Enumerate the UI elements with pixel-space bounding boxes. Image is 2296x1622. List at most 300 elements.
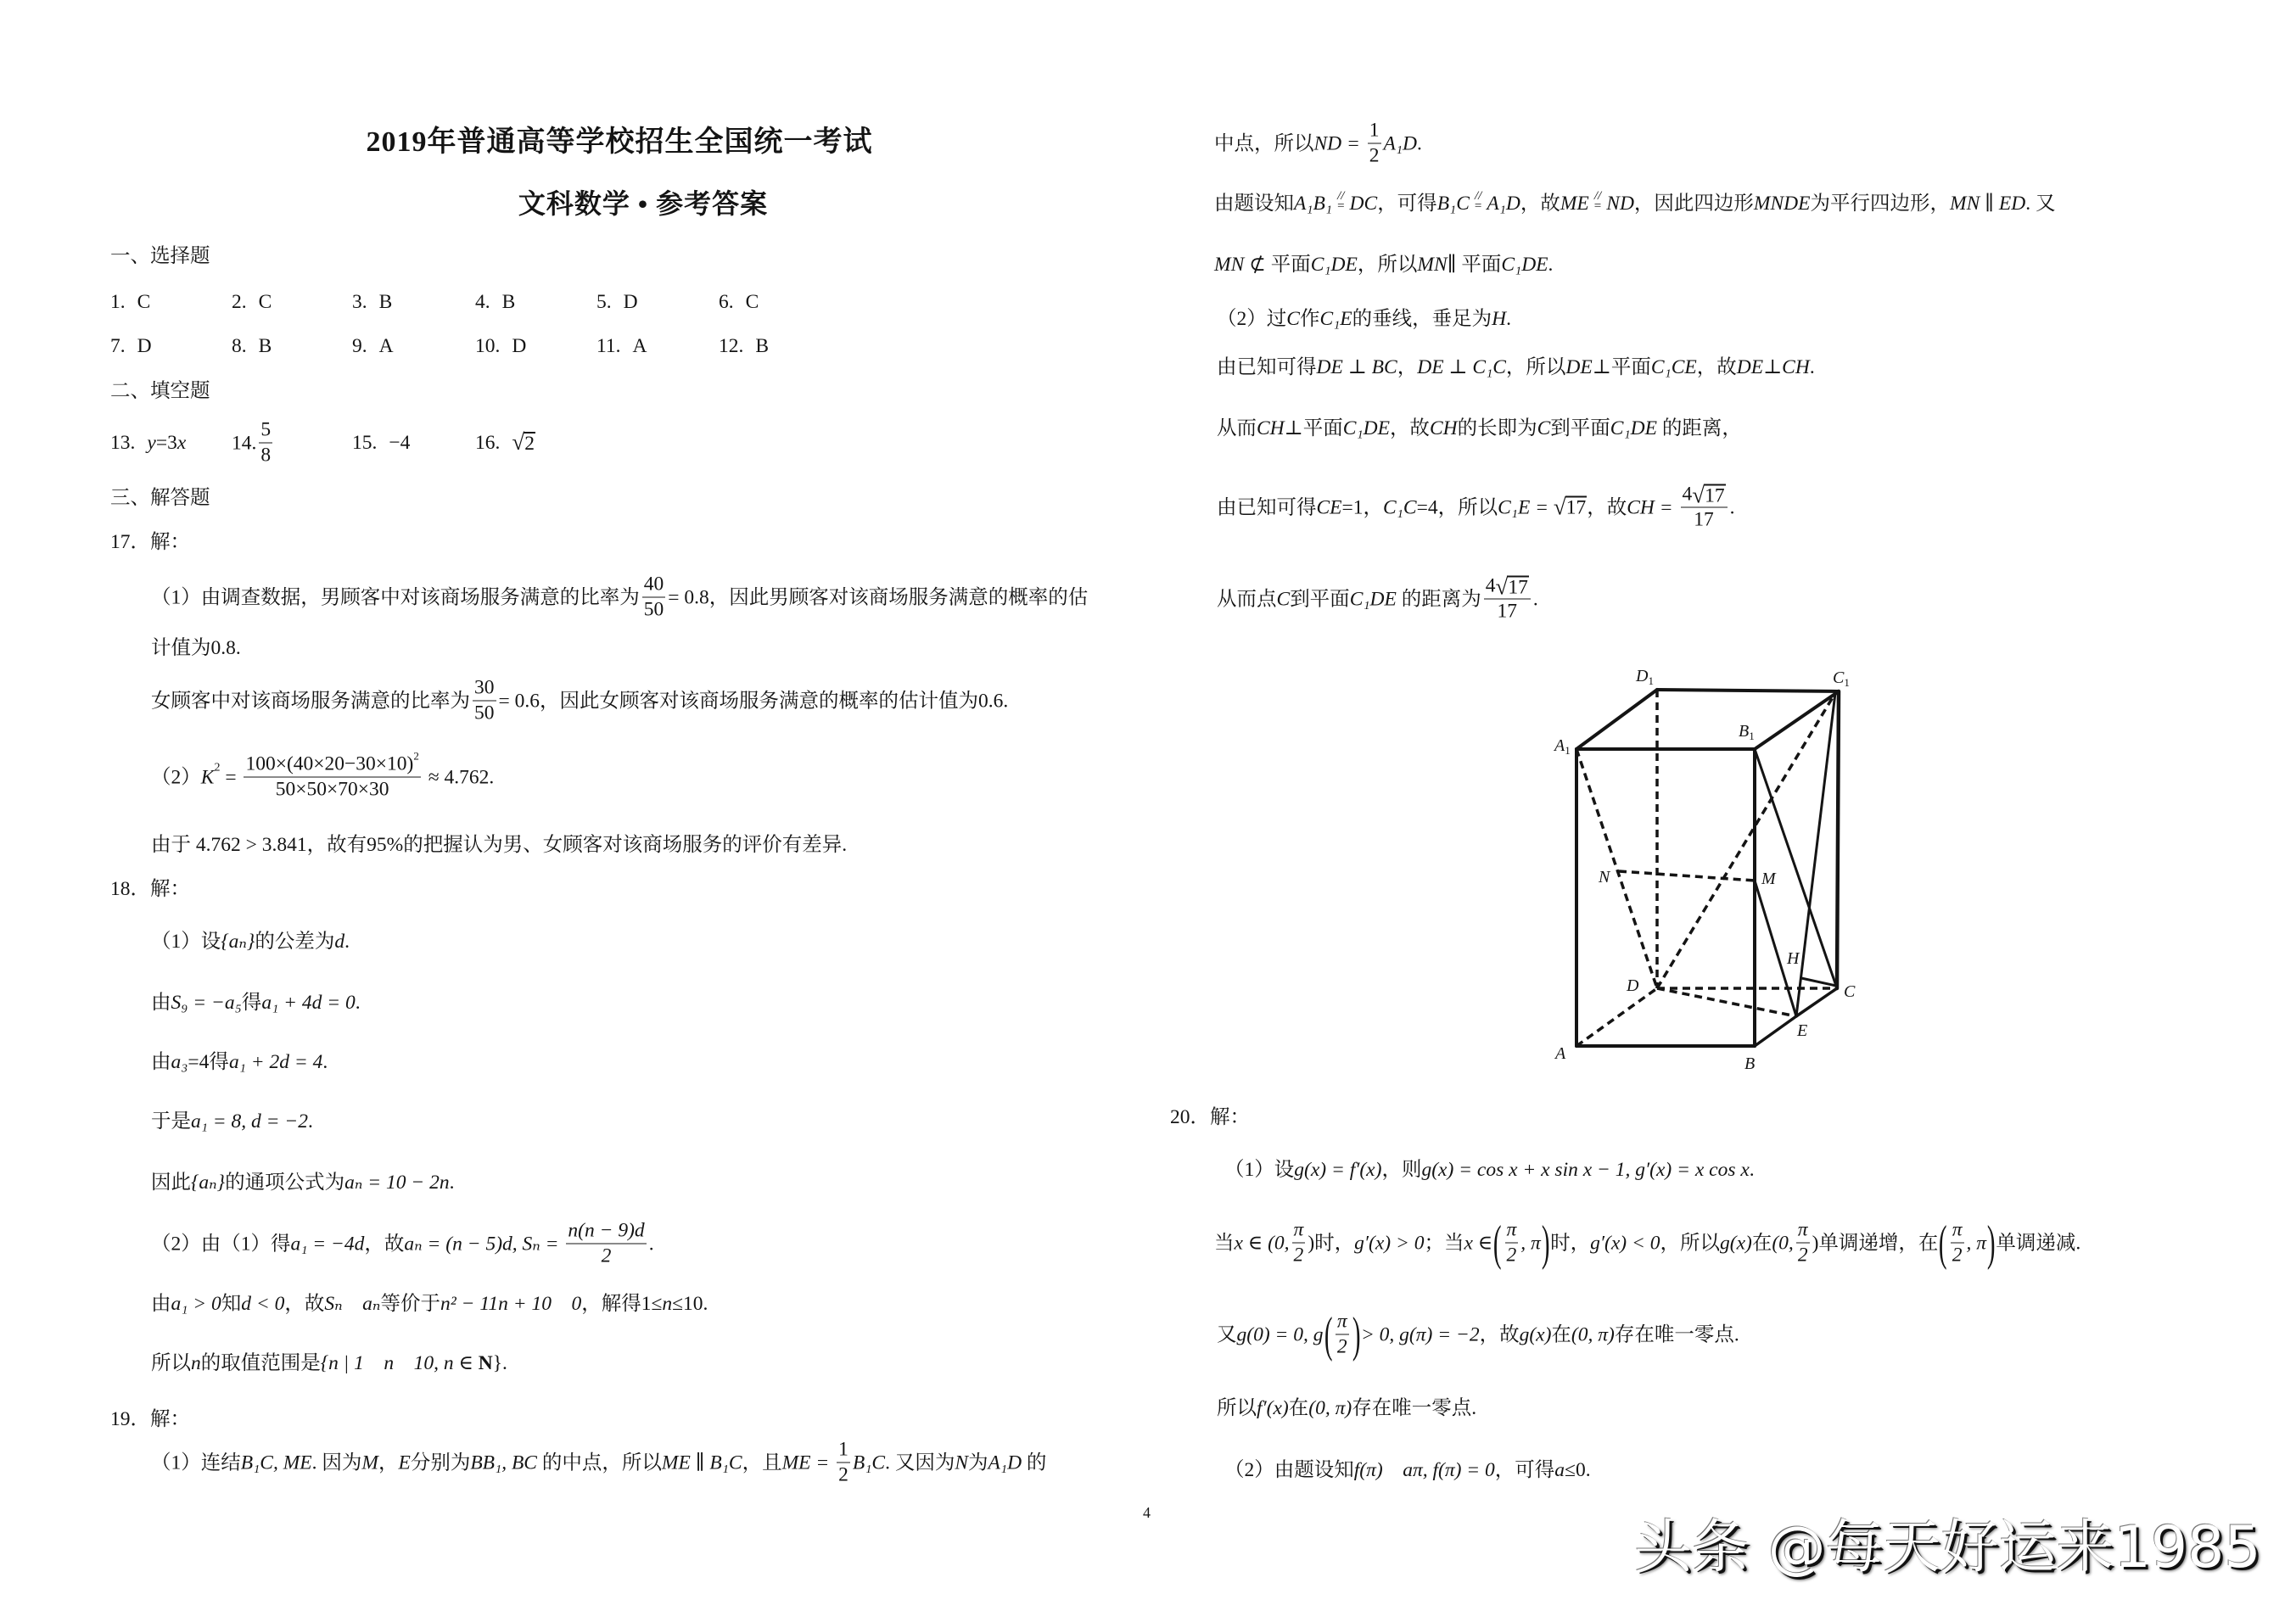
q20-line: [1217, 1306, 1739, 1362]
text-segment: 到平面: [1290, 588, 1350, 610]
radicand: 17: [1565, 496, 1587, 519]
math-expression: B₁C: [852, 1451, 886, 1474]
fill-answer: [475, 430, 535, 456]
fraction: [244, 749, 420, 803]
answer-letter: C: [745, 291, 759, 313]
radicand: 17: [1705, 484, 1725, 507]
math-expression: C₁E =: [1498, 496, 1554, 518]
equal-mark: =: [1593, 199, 1602, 213]
text-segment: 到平面: [1550, 417, 1610, 439]
math-expression: {n | 1 n 10, n ∈: [320, 1352, 479, 1374]
text-segment: 等价于: [380, 1293, 440, 1315]
math-expression: C₁DE: [1610, 417, 1657, 439]
denominator: 2: [601, 1244, 612, 1267]
math-expression: C: [1276, 588, 1291, 610]
fraction: [642, 573, 666, 623]
math-expression: n: [191, 1352, 201, 1374]
text-segment: ，故: [1696, 356, 1737, 378]
text-segment: 在: [1288, 1397, 1309, 1419]
math-expression: ): [1308, 1232, 1315, 1254]
question-number: 9.: [352, 335, 367, 357]
text-segment: ⊥平面: [1284, 417, 1343, 439]
numerator: 1: [1368, 119, 1381, 144]
math-expression: H: [1492, 308, 1507, 330]
text-segment: 时，: [1314, 1232, 1355, 1254]
math-expression: ND =: [1313, 132, 1365, 154]
text-segment: （2）由题设知: [1224, 1459, 1354, 1481]
math-expression: C₁C: [1383, 496, 1417, 518]
choice-answer: [110, 289, 150, 315]
math-expression: , π: [1966, 1232, 1987, 1254]
text-segment: ，故有95%的把握认为男、女顾客对该商场服务的评价有差异.: [306, 834, 848, 856]
answer-letter: C: [258, 291, 272, 313]
text-segment: 在: [1551, 1323, 1571, 1345]
q18-line: [151, 1219, 654, 1269]
fill-answer: [110, 430, 186, 456]
denominator: 50×50×70×30: [275, 778, 389, 801]
choice-answer: [719, 289, 759, 315]
math-expression: ND: [1606, 193, 1634, 215]
math-expression: }: [492, 1352, 503, 1374]
text-segment: .: [344, 931, 350, 953]
fraction: [473, 676, 496, 726]
math-expression: g(0) = 0, g: [1236, 1323, 1324, 1345]
q20-line: [1224, 1457, 1591, 1483]
text-segment: .: [1506, 308, 1511, 330]
question-number: 8.: [232, 335, 247, 357]
text-segment: 单调递增，在: [1818, 1232, 1939, 1254]
text-segment: ，且: [742, 1451, 782, 1474]
math-expression: g(x): [1519, 1323, 1552, 1345]
fraction: [1951, 1218, 1964, 1268]
q20-line: [1217, 1395, 1476, 1421]
math-expression: K: [200, 766, 215, 788]
fraction: [1681, 483, 1728, 533]
math-expression: ME =: [781, 1451, 835, 1474]
label-A: A: [1555, 1044, 1566, 1063]
label-B: B: [1744, 1054, 1756, 1073]
q18-line: [151, 1351, 507, 1376]
question-number: 1.: [110, 291, 126, 313]
text-segment: . 因为: [311, 1451, 362, 1474]
q17-label: [110, 529, 190, 555]
big-left-paren: (: [1324, 1306, 1333, 1362]
math-expression: =: [220, 766, 242, 788]
q18-line: [151, 1170, 454, 1195]
math-expression: A₁D: [1487, 193, 1520, 215]
question-number: 7.: [110, 335, 126, 357]
math-expression: CH =: [1627, 496, 1678, 518]
label-H: H: [1787, 949, 1800, 968]
text-segment: 的公差为: [255, 931, 335, 953]
answer-letter: B: [501, 291, 516, 313]
math-expression: MN: [1417, 254, 1448, 276]
text-segment: 由: [151, 1293, 171, 1315]
q19-line: [1217, 306, 1511, 332]
text-segment: .: [1729, 496, 1735, 518]
fraction: [1336, 1310, 1349, 1360]
math-expression: MNDE: [1753, 193, 1811, 215]
math-expression: DE ⊥ BC: [1316, 356, 1397, 378]
solid-edges: [1576, 690, 1839, 1046]
answer-letter: B: [755, 335, 770, 357]
math-expression: n² − 11n + 10 0: [440, 1293, 582, 1315]
math-expression: DE: [1565, 356, 1593, 378]
fill-answer: [352, 430, 410, 456]
denominator: 50: [474, 702, 495, 724]
text-segment: ⊥: [1763, 356, 1783, 378]
q18-line: [151, 1291, 708, 1317]
heading-text: 一、选择题: [110, 245, 210, 267]
text-segment: ，可得: [1377, 193, 1437, 215]
text-segment: ，故: [1389, 417, 1430, 439]
math-expression: B₁C: [1436, 193, 1470, 215]
question-number: 4.: [475, 291, 490, 313]
math-expression: ≈ 4.762.: [423, 766, 495, 788]
parallel-equal-symbol: [1337, 191, 1344, 211]
answer-value: −4: [389, 432, 411, 454]
question-label: 17．解：: [110, 531, 190, 553]
text-segment: 由: [151, 992, 171, 1014]
label-C1: $C_1$: [1833, 668, 1850, 689]
math-expression: a₁ = −4d: [290, 1233, 365, 1255]
answer-letter: D: [623, 291, 638, 313]
text-segment: （2）过: [1217, 308, 1287, 330]
text-segment: 的: [1022, 1451, 1047, 1474]
parallel-equal-symbol: [1475, 191, 1481, 211]
text-segment: 女顾客中对该商场服务满意的比率为: [151, 690, 470, 712]
fraction: [1484, 574, 1531, 624]
numerator: 5: [259, 418, 272, 444]
text-segment: ，因此四边形: [1633, 193, 1754, 215]
math-expression: ME: [1560, 193, 1589, 215]
text-segment: 存在唯一零点.: [1352, 1397, 1477, 1419]
math-expression: A₁D: [1383, 132, 1418, 154]
text-segment: .: [1548, 254, 1554, 276]
choice-answer: [596, 289, 638, 315]
math-expression: a₁ + 2d = 4: [228, 1051, 323, 1073]
big-left-paren: (: [1939, 1215, 1947, 1270]
text-segment: 从而点: [1217, 588, 1277, 610]
math-expression: C₁DE: [1310, 254, 1358, 276]
text-segment: 的通项公式为: [225, 1172, 345, 1194]
math-expression: N: [955, 1451, 969, 1474]
text-segment: （2）: [151, 766, 201, 788]
answer-letter: B: [378, 291, 393, 313]
numerator: [1681, 483, 1728, 508]
section-heading-choice: [110, 243, 210, 269]
denominator: 17: [1497, 600, 1518, 623]
equal-mark: =: [1337, 199, 1345, 213]
text-segment: 的距离，: [1656, 417, 1742, 439]
math-expression: n: [662, 1293, 673, 1315]
text-segment: 的垂线，垂足为: [1352, 308, 1492, 330]
parallel-mark: //: [1474, 189, 1482, 203]
section-heading-fill: [110, 378, 210, 404]
text-segment: 由已知可得: [1217, 356, 1317, 378]
text-segment: . 又因为: [885, 1451, 955, 1474]
math-expression: C₁DE: [1501, 254, 1548, 276]
text-segment: 在: [1751, 1232, 1772, 1254]
text-segment: 中点，所以: [1214, 132, 1314, 154]
text-segment: ，故: [284, 1293, 325, 1315]
text-segment: ，: [378, 1451, 399, 1474]
math-expression: S₉ = −a₅: [171, 992, 242, 1014]
page-number: 4: [1143, 1504, 1151, 1521]
math-expression: A₁B₁: [1294, 193, 1333, 215]
heading-text: 二、填空题: [110, 380, 210, 402]
text-segment: .: [1417, 132, 1422, 154]
q19-line: [1214, 119, 1422, 169]
text-segment: 分别为: [410, 1451, 471, 1474]
math-expression: C₁E: [1319, 308, 1352, 330]
q19-label: [110, 1407, 190, 1432]
q17-conclusion: [151, 832, 847, 858]
math-expression: C₁DE: [1349, 588, 1397, 610]
text-segment: 由已知可得: [1217, 496, 1317, 518]
text-segment: （1）设: [151, 931, 221, 953]
text-segment: （2）由（1）得: [151, 1233, 291, 1255]
math-expression: g(x) = cos x + x sin x − 1, g′(x) = x cos x: [1421, 1159, 1750, 1181]
math-expression: a: [1554, 1459, 1565, 1481]
page-title: 2019年普通高等学校招生全国统一考试: [366, 126, 873, 158]
numerator: n(n − 9)d: [566, 1219, 646, 1244]
parallel-mark: //: [1593, 189, 1602, 203]
text-segment: 的长即为: [1457, 417, 1537, 439]
text-segment: （1）连结: [151, 1451, 241, 1474]
math-expression: C: [1286, 308, 1300, 330]
text-segment: ，则: [1381, 1159, 1422, 1181]
equal-mark: =: [1474, 199, 1482, 213]
text-segment: ∥ 平面: [1447, 254, 1502, 276]
math-expression: CE: [1316, 496, 1342, 518]
q20-line: [1214, 1215, 2081, 1270]
parallel-equal-symbol: [1594, 191, 1601, 211]
q18-line: [151, 929, 350, 954]
text-segment: .: [648, 1233, 654, 1255]
math-expression: C₁DE: [1342, 417, 1390, 439]
text-segment: ，故: [1479, 1323, 1520, 1345]
numerator: [244, 749, 420, 778]
text-segment: （1）设: [1224, 1159, 1295, 1181]
math-expression: a₁ = 8, d = −2: [191, 1110, 308, 1133]
math-expression: DE: [1736, 356, 1764, 378]
q17-part1-line: [151, 573, 1088, 623]
text-segment: 的取值范围是: [200, 1352, 321, 1374]
numerator: π: [1292, 1218, 1306, 1244]
square-root: [1692, 484, 1725, 506]
square-root: [512, 431, 535, 454]
text-segment: 作: [1299, 308, 1320, 330]
big-right-paren: ): [1986, 1215, 1996, 1270]
radical-sign: √: [1553, 494, 1566, 520]
text-segment: 从而: [1217, 417, 1257, 439]
question-number: 12.: [719, 335, 744, 357]
choice-answer: [352, 333, 394, 359]
denominator: 2: [1369, 144, 1380, 167]
math-expression: C₁CE: [1650, 356, 1697, 378]
text-segment: ，可得: [1494, 1459, 1555, 1481]
text-segment: =4得: [188, 1051, 229, 1073]
text-segment: 由题设知: [1214, 193, 1294, 215]
choice-answer: [232, 333, 272, 359]
q18-label: [110, 876, 190, 902]
fraction: [1505, 1218, 1519, 1268]
math-expression: 4.762 > 3.841: [191, 834, 307, 856]
text-segment: .: [502, 1352, 507, 1374]
question-number: 6.: [719, 291, 734, 313]
text-segment: ，故: [1587, 496, 1627, 518]
answer-letter: A: [378, 335, 394, 357]
math-expression: g′(x) < 0: [1590, 1232, 1660, 1254]
text-segment: =1，: [1341, 496, 1384, 518]
math-expression: E: [398, 1451, 411, 1474]
label-E: E: [1797, 1021, 1808, 1040]
choice-answer: [232, 289, 272, 315]
text-segment: =4，所以: [1416, 496, 1498, 518]
math-expression: d < 0: [241, 1293, 285, 1315]
fraction: [1796, 1218, 1810, 1268]
q17-part2-chi-square: [151, 749, 495, 803]
math-expression: x ∈: [1464, 1232, 1493, 1254]
text-segment: 于是: [151, 1110, 191, 1133]
choice-answer: [719, 333, 769, 359]
coefficient: 4: [1682, 483, 1693, 506]
text-segment: 所以: [1217, 1397, 1257, 1419]
denominator: 50: [643, 598, 664, 621]
math-expression: f′(x): [1257, 1397, 1289, 1419]
q19-line: [1217, 483, 1734, 533]
math-expression: C: [1537, 417, 1551, 439]
text-segment: .: [322, 1051, 328, 1073]
text-segment: .: [1749, 1159, 1755, 1181]
numerator-text: 100×(40×20−30×10): [245, 752, 414, 775]
question-number: 2.: [232, 291, 247, 313]
text-segment: 为平行四边形，: [1810, 193, 1950, 215]
question-number: 10.: [475, 335, 501, 357]
math-expression: MN ∥ ED: [1950, 193, 2026, 215]
math-expression: a₁ + 4d = 0: [261, 992, 356, 1014]
math-expression: (0,: [1772, 1232, 1794, 1254]
math-expression: CH: [1782, 356, 1810, 378]
math-expression: x ∈ (0,: [1234, 1232, 1290, 1254]
math-expression: (0, π): [1571, 1323, 1615, 1345]
text-segment: .: [355, 992, 361, 1014]
text-segment: 当: [1214, 1232, 1235, 1254]
text-segment: 平面: [1270, 254, 1311, 276]
q19-line: [1214, 191, 2055, 216]
question-number: 14.: [232, 432, 257, 454]
superscript: 2: [413, 749, 419, 763]
math-expression: d: [334, 931, 345, 953]
text-segment: 单调递减.: [1996, 1232, 2081, 1254]
text-segment: . 又: [2025, 193, 2056, 215]
math-expression: DC: [1349, 193, 1378, 215]
denominator: 2: [838, 1463, 848, 1486]
math-expression: a₃: [171, 1051, 188, 1073]
label-M: M: [1761, 870, 1776, 888]
big-left-paren: (: [1493, 1215, 1502, 1270]
choice-answer: [475, 333, 526, 359]
section-heading-solutions: [110, 485, 210, 511]
denominator: 2: [1293, 1244, 1304, 1267]
math-expression: {aₙ}: [191, 1172, 226, 1194]
q19-line: [1214, 252, 1553, 277]
text-segment: 知: [221, 1293, 242, 1315]
math-expression: f(π) aπ, f(π) = 0: [1353, 1459, 1495, 1481]
q18-line: [151, 990, 361, 1015]
math-expression: g(x): [1720, 1232, 1752, 1254]
question-number: 5.: [596, 291, 612, 313]
text-segment: ，故: [1520, 193, 1560, 215]
q19-line: [1217, 416, 1742, 441]
fraction: [566, 1219, 646, 1269]
text-segment: ，: [1397, 356, 1418, 378]
math-expression: N: [478, 1352, 493, 1374]
denominator: 2: [1797, 1244, 1808, 1267]
text-segment: 所以: [151, 1352, 191, 1374]
fraction: [1368, 119, 1381, 169]
radicand: 17: [1508, 576, 1528, 599]
question-number: 13.: [110, 432, 136, 454]
text-segment: 为: [968, 1451, 988, 1474]
text-segment: 计值为0.8.: [151, 637, 241, 659]
choice-answer: [352, 289, 392, 315]
big-right-paren: ): [1352, 1306, 1361, 1362]
text-segment: 的距离为: [1396, 588, 1481, 610]
text-segment: 由: [151, 1051, 171, 1073]
text-segment: 得: [241, 992, 262, 1014]
question-number: 3.: [352, 291, 367, 313]
choice-answer: [110, 333, 152, 359]
math-expression: CH: [1257, 417, 1285, 439]
text-segment: 因此: [151, 1172, 191, 1194]
q18-line: [151, 1049, 328, 1075]
denominator: 2: [1506, 1244, 1517, 1267]
square-root: [1554, 495, 1587, 518]
numerator: π: [1505, 1218, 1519, 1244]
text-segment: ，故: [364, 1233, 405, 1255]
math-expression: ): [1812, 1232, 1819, 1254]
numerator: [1484, 574, 1531, 600]
fraction: [1292, 1218, 1306, 1268]
math-expression: (0, π): [1308, 1397, 1352, 1419]
text-segment: = 0.8，因此男顾客对该商场服务满意的概率的估: [668, 586, 1089, 608]
math-expression: g′(x) > 0: [1354, 1232, 1425, 1254]
answer-letter: D: [512, 335, 527, 357]
denominator: 17: [1694, 508, 1714, 531]
math-expression: aₙ = (n − 5)d, Sₙ =: [404, 1233, 564, 1255]
text-segment: ≤0.: [1565, 1459, 1591, 1481]
text-segment: = 0.6，因此女顾客对该商场服务满意的概率的估计值为0.6.: [498, 690, 1009, 712]
denominator: 2: [1952, 1244, 1963, 1267]
text-segment: .: [308, 1110, 313, 1133]
math-expression: BB₁, BC: [470, 1451, 537, 1474]
text-segment: .: [449, 1172, 455, 1194]
text-segment: ，解得1≤: [581, 1293, 663, 1315]
text-segment: ≤10.: [672, 1293, 708, 1315]
math-expression: =3: [155, 432, 177, 454]
radical-sign: √: [1692, 482, 1705, 508]
math-expression: > 0, g(π) = −2: [1360, 1323, 1480, 1345]
question-label: 18．解：: [110, 878, 190, 900]
q20-line: [1224, 1157, 1755, 1183]
text-segment: 存在唯一零点.: [1614, 1323, 1739, 1345]
question-number: 11.: [596, 335, 621, 357]
math-expression: x: [176, 432, 187, 454]
math-expression: A₁D: [988, 1451, 1022, 1474]
answer-letter: D: [137, 335, 152, 357]
